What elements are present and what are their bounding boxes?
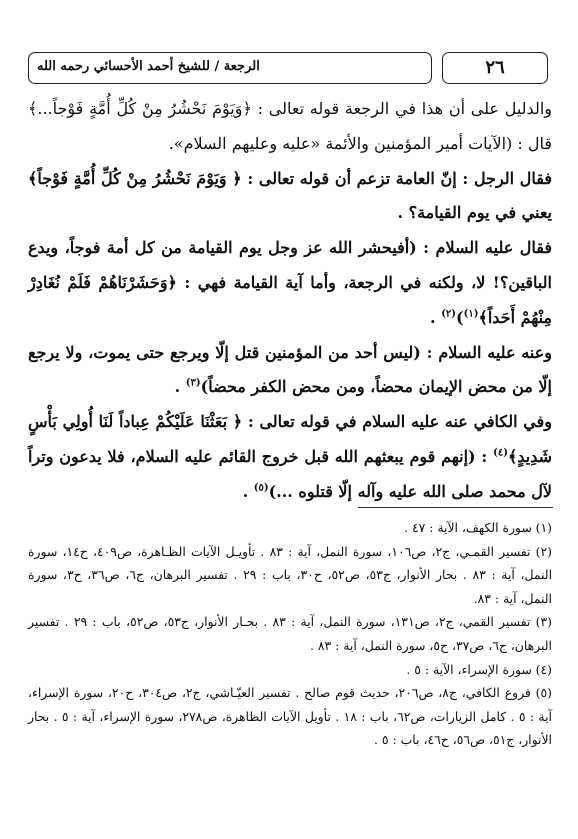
footnote-ref-1: (١) xyxy=(463,308,479,320)
paragraph-3-end: . xyxy=(430,307,442,327)
footnote-ref-4: (٤) xyxy=(493,447,508,459)
footnote-ref-2: (٢) xyxy=(441,308,457,320)
paragraph-3-close: ) xyxy=(456,307,464,327)
paragraph-3 xyxy=(28,231,552,335)
footnote-separator xyxy=(358,507,553,508)
running-header xyxy=(28,52,432,84)
page-number: ٢٦ xyxy=(485,57,505,78)
paragraph-5 xyxy=(28,405,552,509)
paragraph-4-text: وعنه عليه السلام : (ليس أحد من المؤمنين قتل إلّا ويرجع حتى يموت، ولا يرجع إلّا من محض الإيمان محضاً، ومن محض الكفر محضاً) xyxy=(28,342,552,397)
footnote-ref-5: (٥) xyxy=(253,482,269,494)
page-number-box xyxy=(442,52,548,84)
footnote-2: (٢) تفسير القمـي، ج٢، ص١٠٦، سورة النمل، آية : ٨٣ . تأويـل الآيات الظـاهرة، ص٤٠٩، ح١٤، سورة النمل، آية : ٨٣ . بحار الأنوار، ج٥٣، ص٥٢، ح٣٠، باب : ٢٩ . تفسير البرهان، ج٦، ص٣٦، ح٣، سورة النمل، آية : ٨٣. xyxy=(28,543,553,606)
paragraph-2 xyxy=(28,162,552,232)
paragraph-4 xyxy=(28,336,552,406)
footnotes xyxy=(28,516,552,752)
paragraph-5-text-b: : (إنهم قوم يبعثهم الله قبل خروج القائم عليه السلام، فلا يدعون وتراً لآل محمد صلى الله عليه وآله إلّا قتلوه ...) xyxy=(28,446,552,501)
footnote-4: (٤) سورة الإسراء، الآية : ٥ . xyxy=(406,661,552,677)
footnote-ref-3: (٣) xyxy=(185,378,201,390)
paragraph-5-end: . xyxy=(242,481,254,501)
paragraph-4-end: . xyxy=(174,377,186,397)
paragraph-1-text: والدليل على أن هذا في الرجعة قوله تعالى : ﴿وَيَوْمَ نَحْشُرُ مِنْ كُلِّ أُمَّةٍ فَوْجاً...﴾ قال : (الآيات أمير المؤمنين والأئمة «عليه وعليهم السلام». xyxy=(28,99,552,153)
footnote-3: (٣) تفسير القمي، ج٢، ص١٣١، سورة النمل، آية : ٨٣ . بحـار الأنوار، ج٥٣، ص٥٢، باب : ٢٩ . تفسير البرهان، ج٦، ص٣٧، ح٥، سورة النمل، آية : ٨٣ . xyxy=(28,614,552,653)
footnote-1: (١) سورة الكهف، الآية : ٤٧ . xyxy=(404,520,552,535)
paragraph-5-text: وفي الكافي عنه عليه السلام في قوله تعالى : ﴿ بَعَثْنَا عَلَيْكُمْ عِباداً لَنَا أُولِي بَأْسٍ شَدِيدٍ﴾ xyxy=(28,412,553,466)
main-text xyxy=(28,92,552,510)
paragraph-1 xyxy=(28,92,552,162)
paragraph-2-text: فقال الرجل : إنّ العامة تزعم أن قوله تعالى : ﴿ وَيَوْمَ نَحْشُرُ مِنْ كُلِّ أُمَّةٍ فَوْجاً﴾ يعني في يوم القيامة؟ . xyxy=(28,168,552,223)
footnote-5: (٥) فروع الكافي، ج٨، ص٢٠٦، حديث قوم صالح . تفسير العيّـاشي، ج٢، ص٣٠٤، ح٢٠، سورة الإسراء، آية : ٥ . كامل الزيارات، ص٦٢، باب : ١٨ . تأويل الآيات الظاهرة، ص٢٧٨، سورة الإسراء، آية : ٥ . بحار الأنوار، ج٥١، ص٥٦، ح٤٦، باب : ٥ . xyxy=(28,685,553,748)
paragraph-3-text: فقال عليه السلام : (أفيحشر الله عز وجل يوم القيامة من كل أمة فوجاً، ويدع الباقين؟! لا، ولكنه في الرجعة، وأما آية القيامة فهي : ﴿وَحَشَرْنَاهُمْ فَلَمْ نُغَادِرْ مِنْهُمْ أَحَداً﴾ xyxy=(28,238,552,327)
header-title: الرجعة / للشيخ أحمد الأحسائي رحمه الله xyxy=(37,59,260,74)
